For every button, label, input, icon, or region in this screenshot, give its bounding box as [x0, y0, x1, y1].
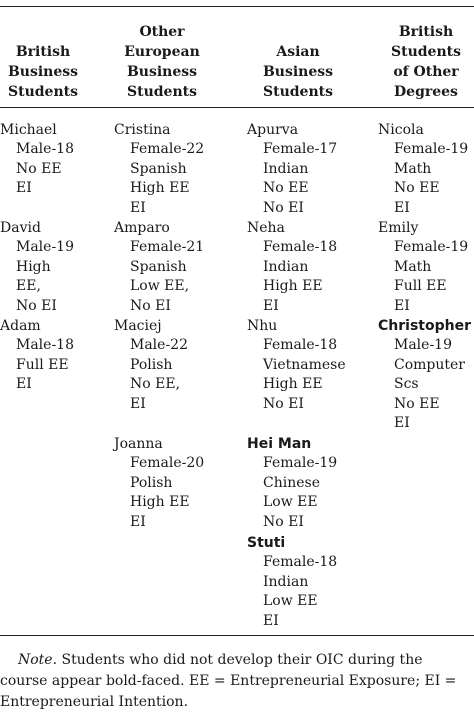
note-line-2: course appear bold-faced. EE = Entrepreneurial Exposure; EI =: [0, 673, 457, 689]
header-line: Business: [7, 64, 79, 80]
student-attr: High EE: [263, 278, 323, 295]
header-line: Students: [391, 44, 461, 60]
student-david: [0, 219, 74, 316]
header-line: Degrees: [394, 84, 458, 100]
note-text: Students who did not develop their OIC during the: [57, 652, 423, 668]
student-attr: Polish: [130, 356, 173, 373]
student-attr: No EI: [263, 395, 304, 412]
student-name: Adam: [0, 318, 41, 334]
student-attr: Female-18: [263, 239, 338, 256]
student-attr: Female-22: [130, 141, 205, 158]
student-stuti: [247, 534, 337, 631]
student-attr: EI: [263, 612, 279, 629]
student-attr: Math: [394, 160, 432, 177]
student-attr: Female-18: [263, 337, 338, 354]
student-name: Emily: [378, 220, 419, 236]
student-attr: No EE: [394, 180, 440, 197]
student-name: Joanna: [114, 436, 163, 452]
student-name: David: [0, 220, 41, 236]
student-attr: No EI: [16, 297, 57, 314]
student-attr: High EE: [263, 376, 323, 393]
header-line: Business: [126, 64, 198, 80]
student-maciej: [114, 317, 188, 414]
student-attr: Computer: [394, 356, 465, 373]
note-label: Note.: [18, 652, 58, 668]
student-attr: EI: [16, 180, 32, 197]
student-attr: Math: [394, 258, 432, 275]
table-top-rule: [0, 6, 474, 7]
student-attr: No EE: [394, 395, 440, 412]
student-name: Cristina: [114, 122, 171, 138]
student-attr: Low EE,: [130, 278, 190, 295]
student-name: Apurva: [247, 122, 299, 138]
student-name: Maciej: [114, 318, 162, 334]
note-line-1: [0, 650, 474, 671]
student-attr: Indian: [263, 573, 309, 590]
header-other-degrees: [378, 22, 474, 102]
header-line: Asian: [276, 44, 320, 60]
student-name: Christopher: [378, 318, 471, 334]
header-asian-business: [248, 42, 348, 102]
student-attr: EI: [16, 376, 32, 393]
student-attr: No EE: [263, 180, 309, 197]
student-attr: Indian: [263, 160, 309, 177]
student-attr: Male-18: [16, 337, 74, 354]
student-michael: [0, 121, 74, 199]
header-line: Students: [263, 84, 333, 100]
student-attr: Full EE: [394, 278, 447, 295]
student-attr: No EI: [130, 297, 171, 314]
header-british-business: [0, 42, 86, 102]
student-hei-man: [247, 435, 337, 532]
student-attr: EI: [394, 297, 410, 314]
student-attr: Female-19: [263, 455, 338, 472]
header-line: British: [15, 44, 71, 60]
student-name: Stuti: [247, 535, 286, 551]
student-name: Amparo: [114, 220, 170, 236]
note-line-3: Entrepreneurial Intention.: [0, 694, 189, 710]
table-note: [0, 650, 474, 713]
student-name: Nhu: [247, 318, 278, 334]
student-attr: Polish: [130, 474, 173, 491]
student-nicola: [378, 121, 468, 218]
student-attr: Vietnamese: [263, 356, 346, 373]
student-attr: Male-19: [394, 337, 452, 354]
student-attr: Male-18: [16, 141, 74, 158]
student-attr: High: [16, 258, 51, 275]
student-attr: EI: [130, 513, 146, 530]
student-attr: Chinese: [263, 474, 320, 491]
student-attr: EI: [130, 395, 146, 412]
student-attr: Male-22: [130, 337, 188, 354]
student-attr: High EE: [130, 180, 190, 197]
student-christopher: [378, 317, 471, 433]
header-line: European: [124, 44, 200, 60]
student-attr: Female-17: [263, 141, 338, 158]
header-line: Business: [262, 64, 334, 80]
student-joanna: [114, 435, 204, 532]
student-attr: Indian: [263, 258, 309, 275]
header-line: Students: [8, 84, 78, 100]
student-attr: No EE,: [130, 376, 181, 393]
student-attr: Spanish: [130, 160, 187, 177]
student-neha: [247, 219, 337, 316]
student-name: Michael: [0, 122, 57, 138]
student-attr: Female-21: [130, 239, 205, 256]
student-amparo: [114, 219, 204, 316]
student-attr: Spanish: [130, 258, 187, 275]
student-attr: Female-20: [130, 455, 205, 472]
student-cristina: [114, 121, 204, 218]
student-name: Hei Man: [247, 436, 312, 452]
student-attr: Low EE: [263, 593, 318, 610]
student-attr: Female-19: [394, 239, 469, 256]
student-attr: EE,: [16, 278, 41, 295]
student-attr: No EI: [263, 199, 304, 216]
student-emily: [378, 219, 468, 316]
student-attr: Scs: [394, 376, 419, 393]
table-bottom-rule: [0, 635, 474, 636]
student-attr: Full EE: [16, 356, 69, 373]
student-nhu: [247, 317, 346, 414]
header-line: of Other: [393, 64, 459, 80]
header-rule: [0, 107, 474, 108]
student-attr: Female-18: [263, 554, 338, 571]
student-apurva: [247, 121, 337, 218]
student-name: Nicola: [378, 122, 424, 138]
student-attr: No EI: [263, 513, 304, 530]
student-attr: Low EE: [263, 494, 318, 511]
student-name: Neha: [247, 220, 285, 236]
student-adam: [0, 317, 74, 395]
header-line: British: [398, 24, 454, 40]
student-attr: EI: [394, 199, 410, 216]
student-attr: EI: [394, 415, 410, 432]
student-attr: Female-19: [394, 141, 469, 158]
header-line: Students: [127, 84, 197, 100]
student-attr: High EE: [130, 494, 190, 511]
header-other-european: [112, 22, 212, 102]
student-attr: No EE: [16, 160, 62, 177]
student-attr: EI: [130, 199, 146, 216]
header-line: Other: [139, 24, 185, 40]
student-attr: Male-19: [16, 239, 74, 256]
student-attr: EI: [263, 297, 279, 314]
